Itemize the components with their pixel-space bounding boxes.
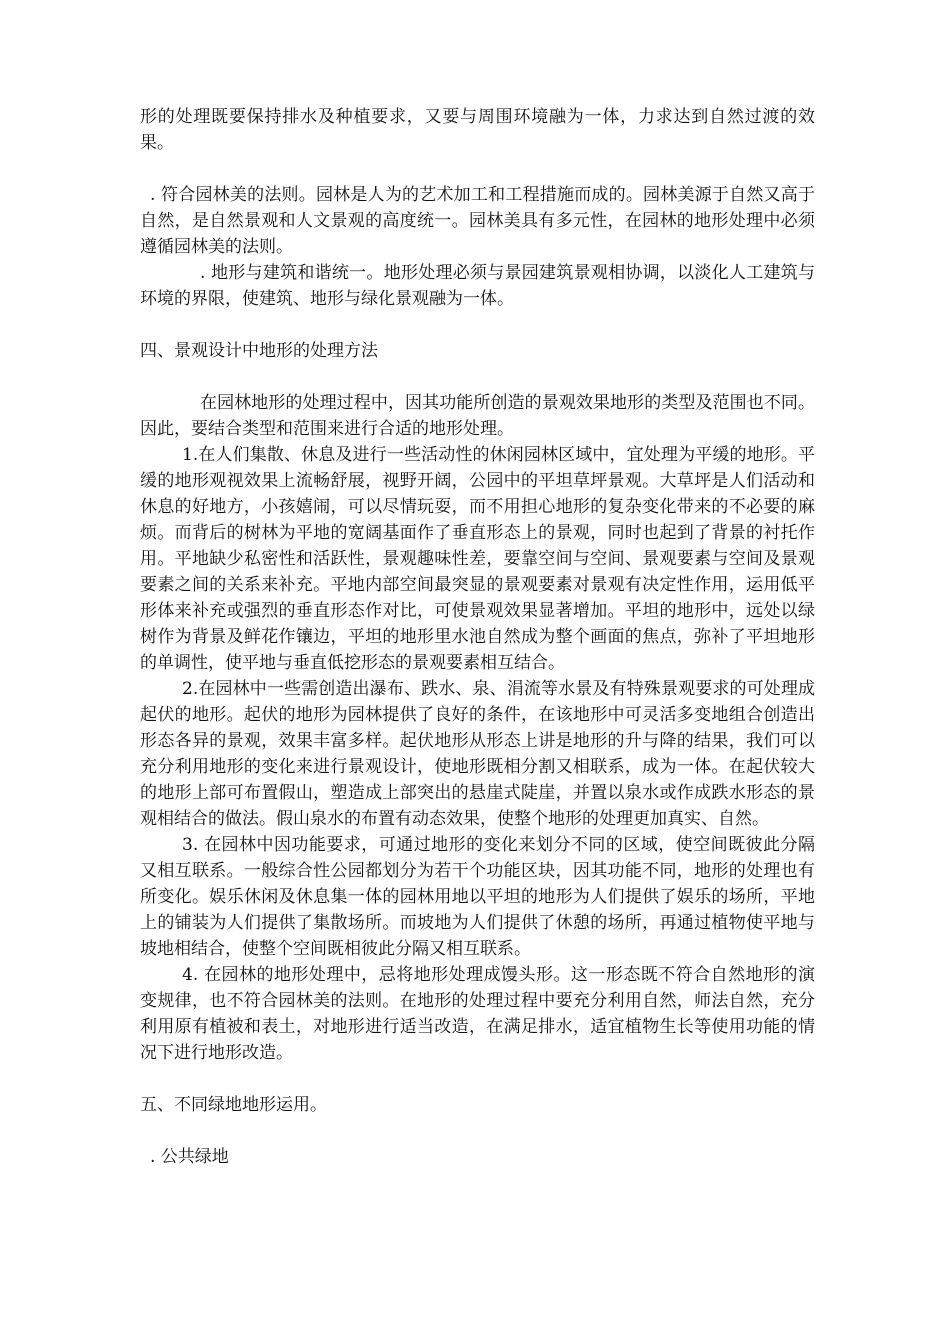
section-heading-4: 四、景观设计中地形的处理方法: [140, 341, 378, 361]
paragraph-section-4-intro: 在园林地形的处理过程中，因其功能所创造的景观效果地形的类型及范围也不同。因此，要结合类型和范围来进行合适的地形处理。: [140, 393, 815, 439]
paragraph-drainage-continuation: 形的处理既要保持排水及种植要求，又要与周围环境融为一体，力求达到自然过渡的效果。: [140, 107, 815, 153]
paragraph-item-3-functional-zoning: 3. 在园林中因功能要求，可通过地形的变化来划分不同的区域，使空间既彼此分隔又相互联系。一般综合性公园都划分为若干个功能区块，因其功能不同，地形的处理也有所变化。娱乐休闲及休息集一体的园林用地以平坦的地形为人们提供了娱乐的场所，平地上的铺装为人们提供了集散场所。而坡地为人们提供了休憩的场所，再通过植物使平地与坡地相结合，使整个空间既相彼此分隔又相互联系。: [140, 835, 815, 959]
document-page: [140, 104, 815, 1170]
section-heading-5: 五、不同绿地地形运用。: [140, 1095, 327, 1115]
paragraph-garden-beauty-rule: . 符合园林美的法则。园林是人为的艺术加工和工程措施而成的。园林美源于自然又高于自然，是自然景观和人文景观的高度统一。园林美具有多元性，在园林的地形处理中必须遵循园林美的法则。: [140, 185, 815, 257]
paragraph-item-2-undulating-terrain: 2.在园林中一些需创造出瀑布、跌水、泉、涓流等水景及有特殊景观要求的可处理成起伏的地形。起伏的地形为园林提供了良好的条件，在该地形中可灵活多变地组合创造出形态各异的景观，效果丰富多样。起伏地形从形态上讲是地形的升与降的结果，我们可以充分利用地形的变化来进行景观设计，使地形既相分割又相联系，成为一体。在起伏较大的地形上部可布置假山，塑造成上部突出的悬崖式陡崖，并置以泉水或作成跌水形态的景观相结合的做法。假山泉水的布置有动态效果，使整个地形的处理更加真实、自然。: [140, 679, 815, 829]
paragraph-item-1-flat-terrain: 1.在人们集散、休息及进行一些活动性的休闲园林区域中，宜处理为平缓的地形。平缓的地形观视效果上流畅舒展，视野开阔，公园中的平坦草坪景观。大草坪是人们活动和休息的好地方，小孩嬉闹，可以尽情玩耍，而不用担心地形的复杂变化带来的不必要的麻烦。而背后的树林为平地的宽阔基面作了垂直形态上的景观，同时也起到了背景的衬托作用。平地缺少私密性和活跃性，景观趣味性差，要靠空间与空间、景观要素与空间及景观要素之间的关系来补充。平地内部空间最突显的景观要素对景观有决定性作用，运用低平形体来补充或强烈的垂直形态作对比，可使景观效果显著增加。平坦的地形中，远处以绿树作为背景及鲜花作镶边，平坦的地形里水池自然成为整个画面的焦点，弥补了平坦地形的单调性，使平地与垂直低挖形态的景观要素相互结合。: [140, 445, 815, 673]
subsection-public-green-space: . 公共绿地: [150, 1147, 229, 1167]
paragraph-item-4-avoid-mound-shape: 4. 在园林的地形处理中，忌将地形处理成馒头形。这一形态既不符合自然地形的演变规律，也不符合园林美的法则。在地形的处理过程中要充分利用自然，师法自然，充分利用原有植被和表土，对地形进行适当改造，在满足排水，适宜植物生长等使用功能的情况下进行地形改造。: [140, 965, 815, 1063]
paragraph-architecture-harmony: . 地形与建筑和谐统一。地形处理必须与景园建筑景观相协调，以淡化人工建筑与环境的界限，使建筑、地形与绿化景观融为一体。: [140, 263, 815, 309]
